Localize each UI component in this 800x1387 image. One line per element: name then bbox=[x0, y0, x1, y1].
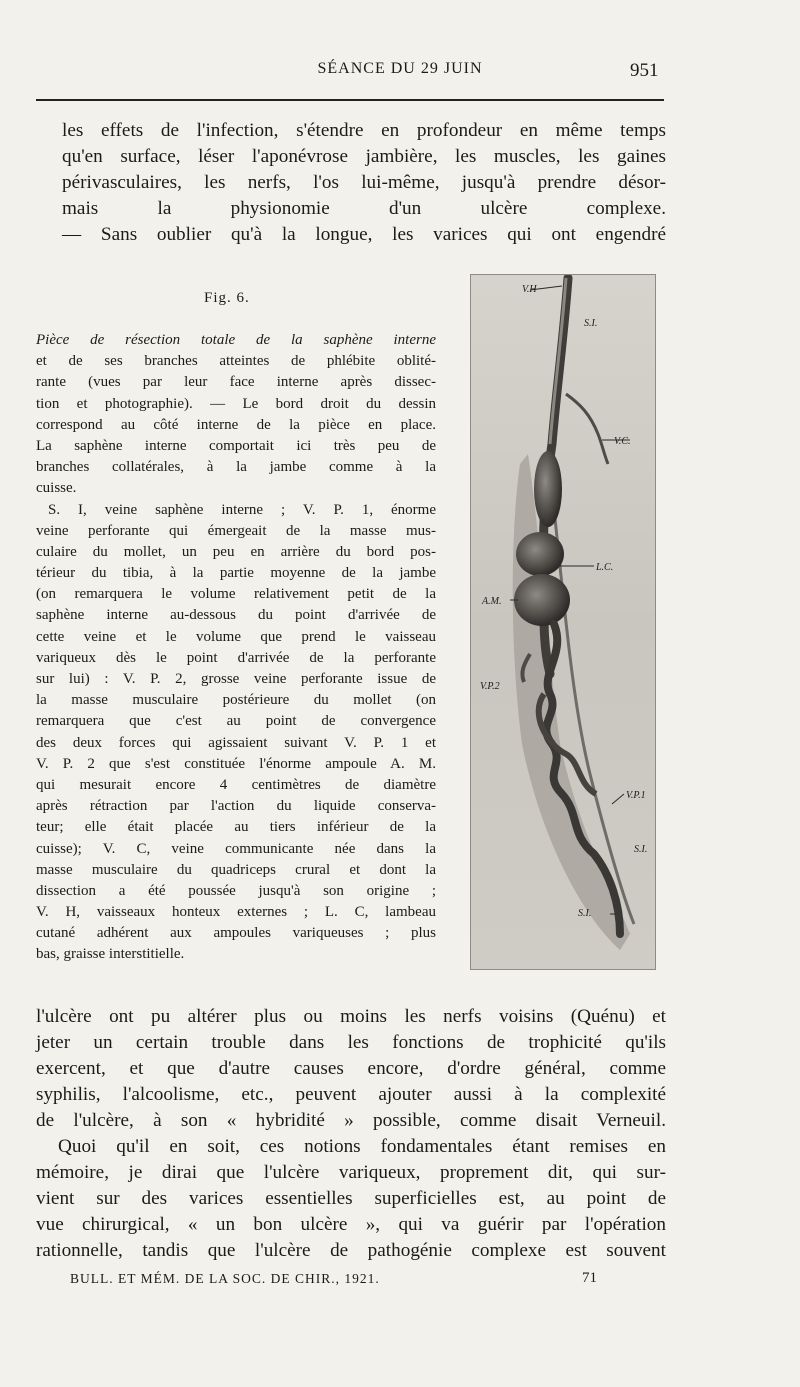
header-rule bbox=[36, 99, 664, 101]
text-line: syphilis, l'alcoolisme, etc., peuvent ajouter aussi à la complexité bbox=[36, 1084, 666, 1105]
caption-line: veine perforante qui émergeait de la masse mus- bbox=[36, 522, 436, 539]
caption-line: bas, graisse interstitielle. bbox=[36, 946, 185, 963]
journal-footer: BULL. ET MÉM. DE LA SOC. DE CHIR., 1921. bbox=[70, 1271, 380, 1286]
caption-line: qui mesurait encore 4 centimètres de diamètre bbox=[36, 776, 436, 793]
caption-line: sur lui) : V. P. 2, grosse veine perforante issue de bbox=[36, 671, 436, 687]
text-line: Quoi qu'il en soit, ces notions fondamentales étant remises en bbox=[58, 1136, 666, 1157]
caption-line: cuisse. bbox=[36, 480, 77, 497]
caption-line: dissection a été poussée jusqu'à son origine ; bbox=[36, 882, 436, 899]
signature-number: 71 bbox=[582, 1270, 597, 1286]
caption-line: variqueux dès le point d'arrivée de la perforante bbox=[36, 649, 436, 666]
text-line: exercent, et que d'autre causes encore, d'ordre général, comme bbox=[36, 1058, 666, 1079]
photo-label-lc: L.C. bbox=[596, 562, 614, 573]
text-line: jeter un certain trouble dans les fonctions de trophicité qu'ils bbox=[36, 1032, 666, 1053]
text-line: rationnelle, tandis que l'ulcère de pathogénie complexe est souvent bbox=[36, 1240, 666, 1261]
photo-label-vp1: V.P.1 bbox=[626, 790, 646, 801]
caption-line: teur; elle était placée au tiers inférieur de la bbox=[36, 819, 436, 836]
caption-line: tion et photographie). — Le bord droit du dessin bbox=[36, 395, 436, 412]
caption-line: et de ses branches atteintes de phlébite oblité- bbox=[36, 353, 436, 370]
caption-line: rante (vues par leur face interne après dissec- bbox=[36, 374, 436, 391]
caption-line: V. P. 2 que s'est constituée l'énorme ampoule A. M. bbox=[36, 755, 436, 772]
caption-line: S. I, veine saphène interne ; V. P. 1, énorme bbox=[48, 501, 436, 518]
caption-line: correspond au côté interne de la pièce en place. bbox=[36, 416, 436, 433]
text-line: les effets de l'infection, s'étendre en profondeur en même temps bbox=[62, 120, 666, 141]
photo-label-si-mid: S.I. bbox=[634, 844, 648, 855]
photo-label-vc: V.C. bbox=[614, 436, 631, 447]
caption-line: cutané adhérent aux ampoules variqueuses ; plus bbox=[36, 925, 436, 942]
text-line: qu'en surface, léser l'aponévrose jambière, les muscles, les gaines bbox=[62, 146, 666, 167]
caption-line: cuisse); V. C, veine communicante née dans la bbox=[36, 840, 436, 857]
paragraph-bottom bbox=[36, 1004, 666, 1264]
photo-label-si-top: S.I. bbox=[584, 318, 598, 329]
caption-line: culaire du mollet, un peu en arrière du bord pos- bbox=[36, 543, 436, 560]
caption-line: (on remarquera le volume relativement petit de la bbox=[36, 586, 436, 603]
figure-title: Fig. 6. bbox=[204, 290, 250, 306]
paragraph-top bbox=[62, 118, 666, 248]
caption-line: des deux forces qui agissaient suivant V. P. 1 et bbox=[36, 734, 436, 751]
caption-line: saphène interne au-dessous du point d'arrivée de bbox=[36, 607, 436, 624]
photo-label-si-bottom: S.I. bbox=[578, 908, 592, 919]
caption-line: térieur du tibia, à la partie moyenne de la jambe bbox=[36, 565, 436, 582]
photo-label-vp2: V.P.2 bbox=[480, 681, 500, 692]
figure-caption bbox=[36, 330, 436, 966]
text-line: — Sans oublier qu'à la longue, les varices qui ont engendré bbox=[62, 224, 666, 245]
text-line: de l'ulcère, à son « hybridité » possible, comme disait Verneuil. bbox=[36, 1110, 666, 1131]
text-line: l'ulcère ont pu altérer plus ou moins les nerfs voisins (Quénu) et bbox=[36, 1006, 666, 1027]
caption-line: V. H, vaisseaux honteux externes ; L. C, lambeau bbox=[36, 904, 436, 921]
photo-label-am: A.M. bbox=[482, 596, 502, 607]
specimen-photograph bbox=[470, 274, 656, 970]
text-line: mémoire, je dirai que l'ulcère variqueux, proprement dit, qui sur- bbox=[36, 1162, 666, 1183]
caption-line: Pièce de résection totale de la saphène interne bbox=[36, 332, 436, 348]
photo-label-vh: V.H bbox=[522, 284, 537, 295]
caption-line: remarquera que c'est au point de convergence bbox=[36, 713, 436, 730]
caption-line: masse musculaire du quadriceps crural et dont la bbox=[36, 861, 436, 878]
page-number: 951 bbox=[630, 60, 659, 81]
caption-line: La saphène interne comportait ici très peu de bbox=[36, 437, 436, 454]
text-line: périvasculaires, les nerfs, l'os lui-même, jusqu'à prendre désor- bbox=[62, 172, 666, 193]
caption-line: cette veine et le volume que prend le vaisseau bbox=[36, 628, 436, 645]
caption-line: branches collatérales, à la jambe comme à la bbox=[36, 459, 436, 476]
text-line: vue chirurgical, « un bon ulcère », qui va guérir par l'opération bbox=[36, 1214, 666, 1235]
text-line: vient sur des varices essentielles superficielles est, au point de bbox=[36, 1188, 666, 1209]
caption-line: après rétraction par l'action du liquide conserva- bbox=[36, 798, 436, 815]
text-line: mais la physionomie d'un ulcère complexe. bbox=[62, 198, 666, 219]
caption-line: la masse musculaire postérieure du mollet (on bbox=[36, 692, 436, 709]
running-title: SÉANCE DU 29 JUIN bbox=[317, 60, 483, 77]
